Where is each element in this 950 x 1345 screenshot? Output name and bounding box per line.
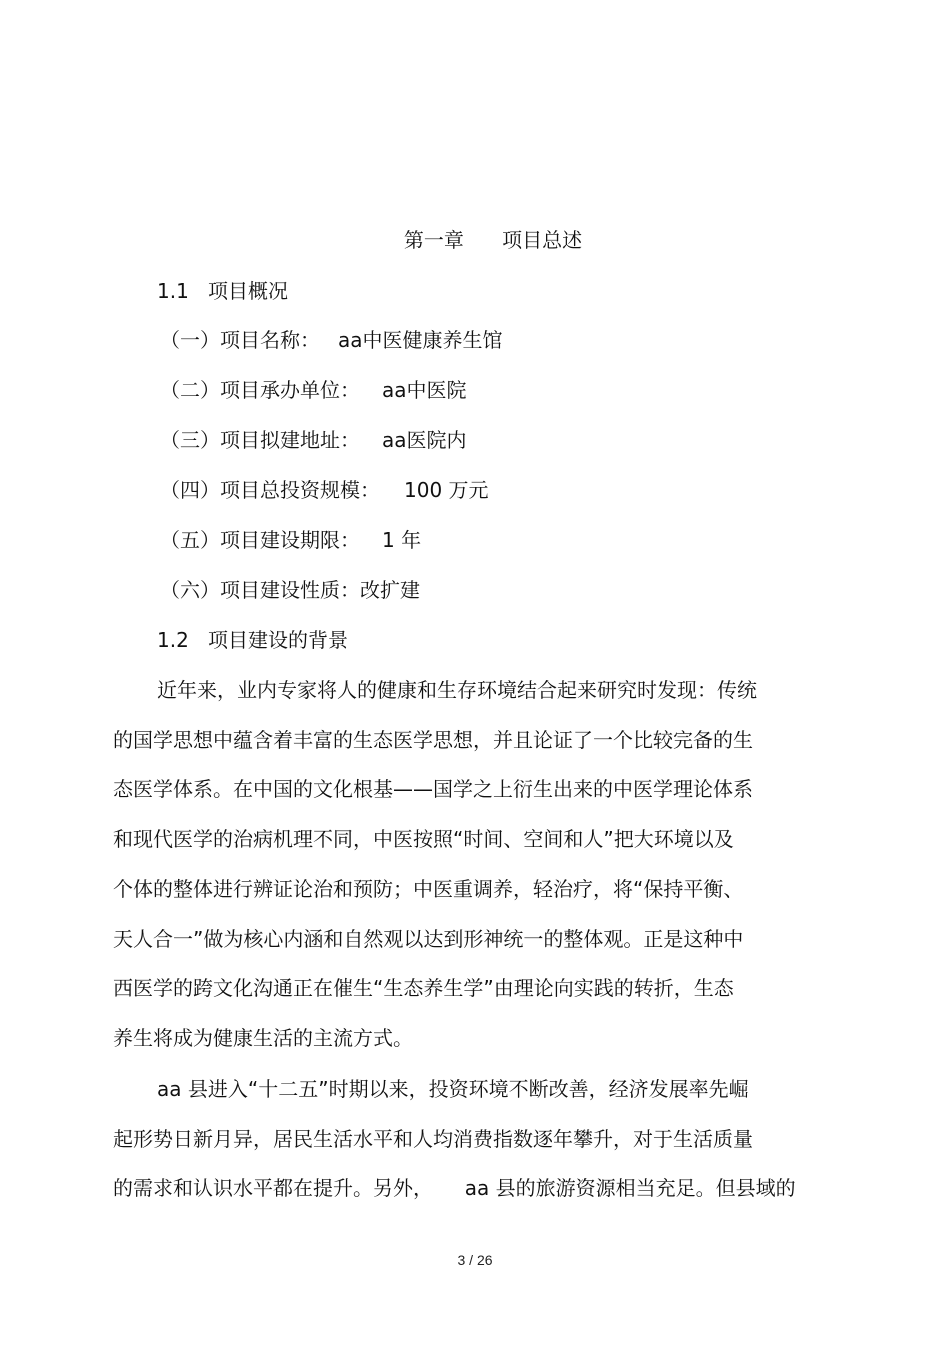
paragraph-line: 西医学的跨文化沟通正在催生“生态养生学”由理论向实践的转折，生态 — [113, 976, 734, 1000]
paragraph-line: 态医学体系。在中国的文化根基——国学之上衍生出来的中医学理论体系 — [113, 777, 753, 801]
section-number: 1.2 — [157, 628, 189, 652]
overview-item-duration — [160, 526, 421, 554]
section-title: 项目概况 — [208, 279, 288, 303]
section-heading-1-2 — [157, 626, 348, 654]
section-title: 项目建设的背景 — [208, 628, 348, 652]
item-value: aa中医院 — [382, 378, 467, 402]
item-value: 1 年 — [382, 528, 422, 552]
page-number: 3 / 26 — [457, 1252, 493, 1268]
section-number: 1.1 — [157, 279, 189, 303]
item-label: （六）项目建设性质： — [160, 578, 360, 602]
overview-item-organizer — [160, 376, 467, 404]
paragraph-line: 和现代医学的治病机理不同，中医按照“时间、空间和人”把大环境以及 — [113, 827, 734, 851]
item-label: （二）项目承办单位： — [160, 378, 360, 402]
chapter-title: 第一章 项目总述 — [403, 228, 583, 252]
item-label: （四）项目总投资规模： — [160, 478, 380, 502]
item-label: （一）项目名称： — [160, 328, 320, 352]
item-value: aa中医健康养生馆 — [338, 328, 503, 352]
item-label: （三）项目拟建地址： — [160, 428, 360, 452]
paragraph-line: 的需求和认识水平都在提升。另外， aa 县的旅游资源相当充足。但县域的 — [113, 1176, 796, 1200]
item-value: aa医院内 — [382, 428, 467, 452]
paragraph-line: 个体的整体进行辨证论治和预防；中医重调养，轻治疗，将“保持平衡、 — [113, 877, 744, 901]
section-heading-1-1 — [157, 277, 288, 305]
paragraph-line: aa 县进入“十二五”时期以来，投资环境不断改善，经济发展率先崛 — [157, 1077, 749, 1101]
overview-item-name — [160, 326, 503, 354]
item-value: 改扩建 — [360, 578, 420, 602]
overview-item-investment — [160, 476, 489, 504]
paragraph-line: 天人合一”做为核心内涵和自然观以达到形神统一的整体观。正是这种中 — [113, 927, 744, 951]
item-label: （五）项目建设期限： — [160, 528, 360, 552]
overview-item-nature — [160, 576, 420, 604]
paragraph-line: 养生将成为健康生活的主流方式。 — [113, 1026, 413, 1050]
paragraph-line: 近年来，业内专家将人的健康和生存环境结合起来研究时发现：传统 — [157, 678, 757, 702]
paragraph-line: 的国学思想中蕴含着丰富的生态医学思想，并且论证了一个比较完备的生 — [113, 728, 753, 752]
paragraph-line: 起形势日新月异，居民生活水平和人均消费指数逐年攀升，对于生活质量 — [113, 1127, 753, 1151]
item-value: 100 万元 — [404, 478, 489, 502]
overview-item-address — [160, 426, 467, 454]
